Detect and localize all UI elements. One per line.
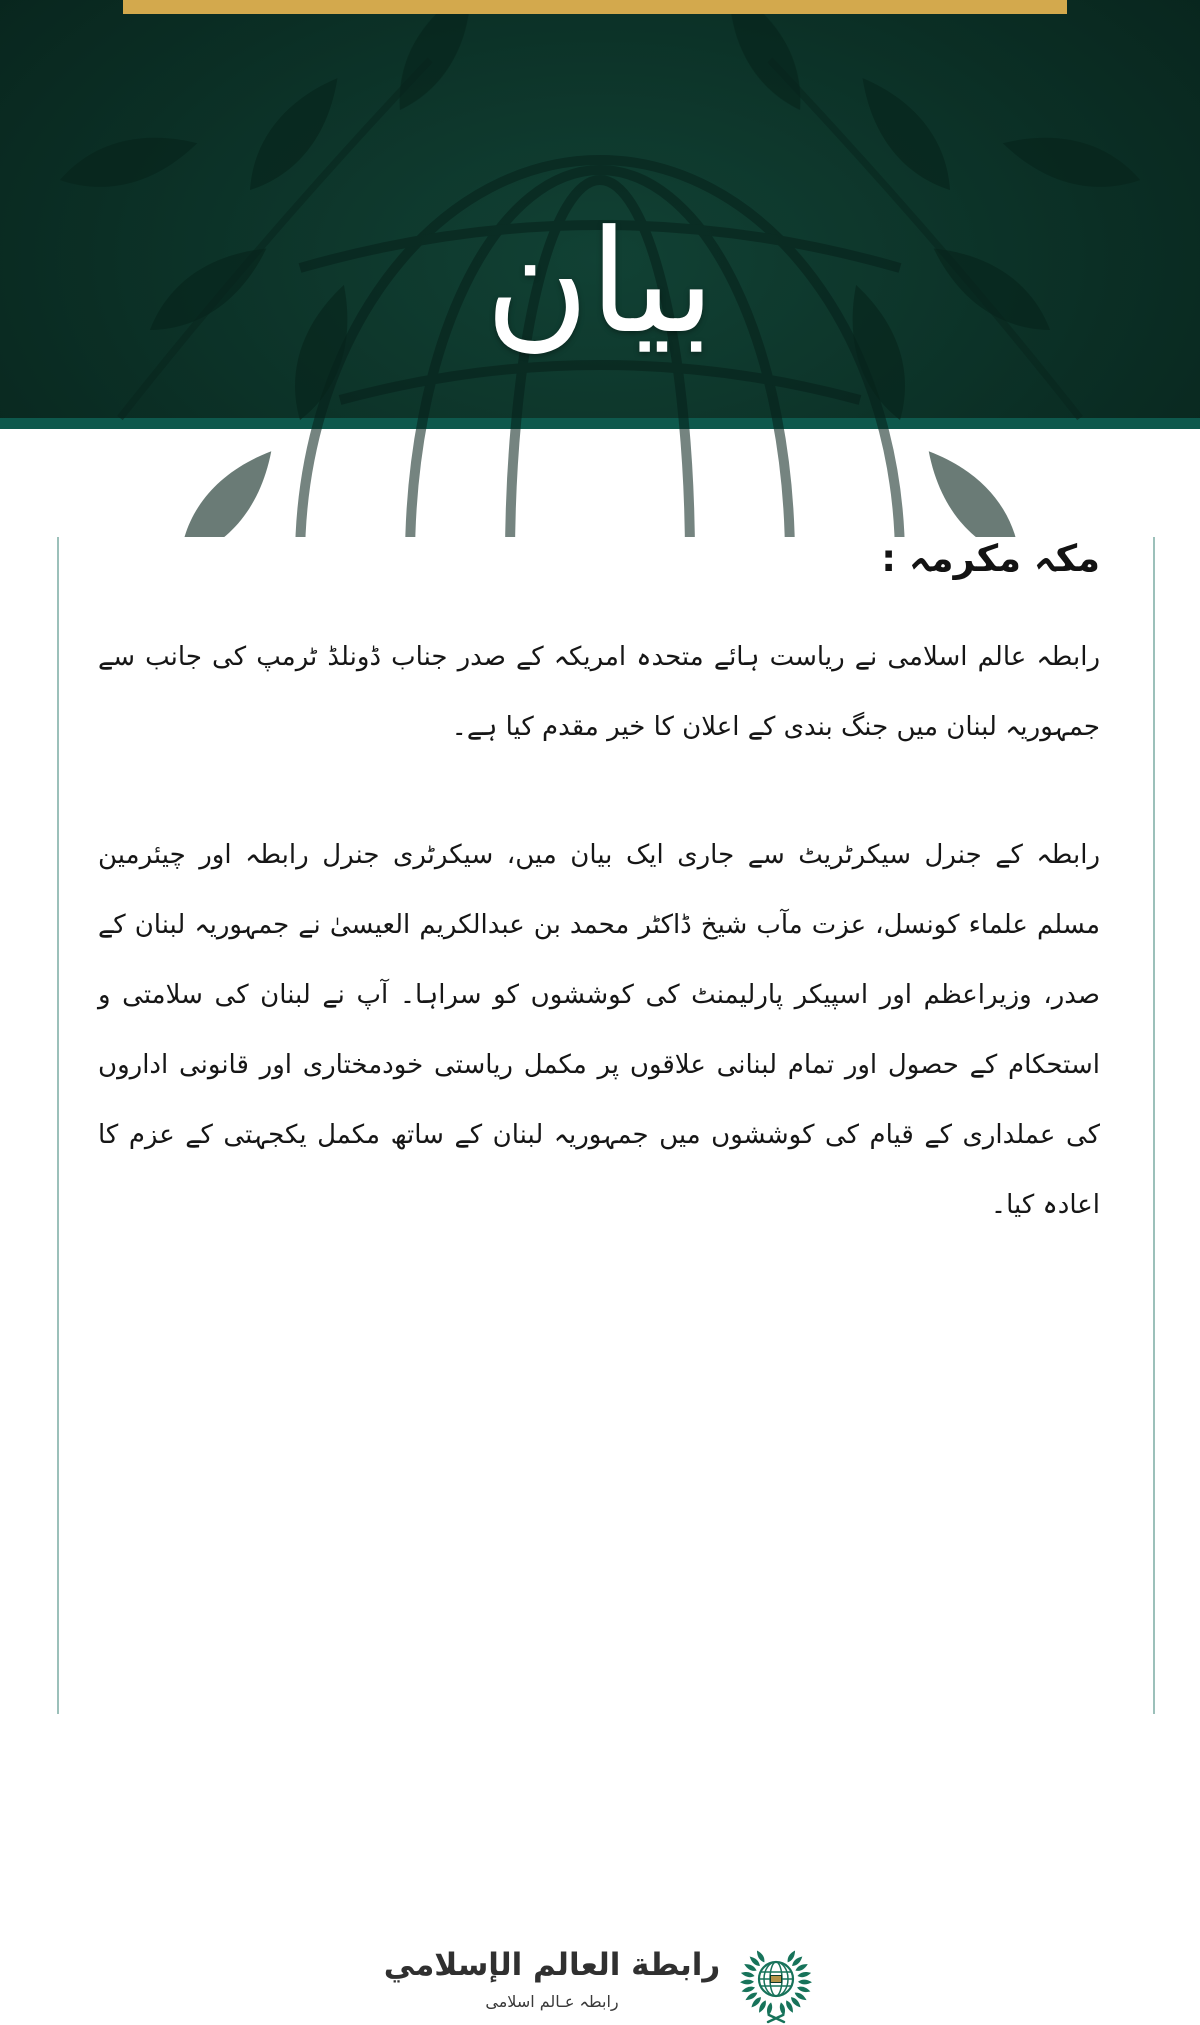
statement-paragraph-2: رابطہ کے جنرل سیکرٹریٹ سے جاری ایک بیان میں، سیکرٹری جنرل رابطہ اور چیئرمین مسلم علماء کونسل، عزت مآب شیخ ڈاکٹر محمد بن عبدالکریم العیسیٰ نے جمہوریہ لبنان کے صدر، وزیراعظم اور اسپیکر پارلیمنٹ کی کوششوں کو سراہا۔ آپ نے لبنان کی سلامتی و استحکام کے حصول اور تمام لبنانی علاقوں پر مکمل ریاستی خودمختاری اور قانونی اداروں کی عملداری کے قیام کی کوششوں میں جمہوریہ لبنان کے ساتھ مکمل یکجہتی کے عزم کا اعادہ کیا۔	[98, 840, 1100, 1220]
statement-paragraph-1: رابطہ عالم اسلامی نے ریاست ہائے متحدہ امریکہ کے صدر جناب ڈونلڈ ٹرمپ کی جانب سے جمہوریہ لبنان میں جنگ بندی کے اعلان کا خیر مقدم کیا ہے۔	[98, 642, 1100, 742]
document-content	[0, 537, 1200, 1240]
organization-name-arabic: رابطة العالم الإسلامي	[383, 1946, 721, 1983]
header-gold-bar	[123, 0, 1067, 14]
mwl-globe-wreath-emblem-icon	[736, 1933, 816, 2025]
dateline-heading: مکہ مکرمہ :	[881, 537, 1100, 580]
organization-name-block	[384, 1947, 721, 2011]
document-body	[0, 537, 1200, 2012]
statement-title: بيان	[485, 200, 715, 365]
organization-logo	[0, 1933, 1200, 2025]
organization-name-urdu: رابطہ عـالم اسلامی	[485, 1992, 619, 2012]
header-banner	[0, 0, 1200, 418]
teal-divider	[0, 418, 1200, 429]
